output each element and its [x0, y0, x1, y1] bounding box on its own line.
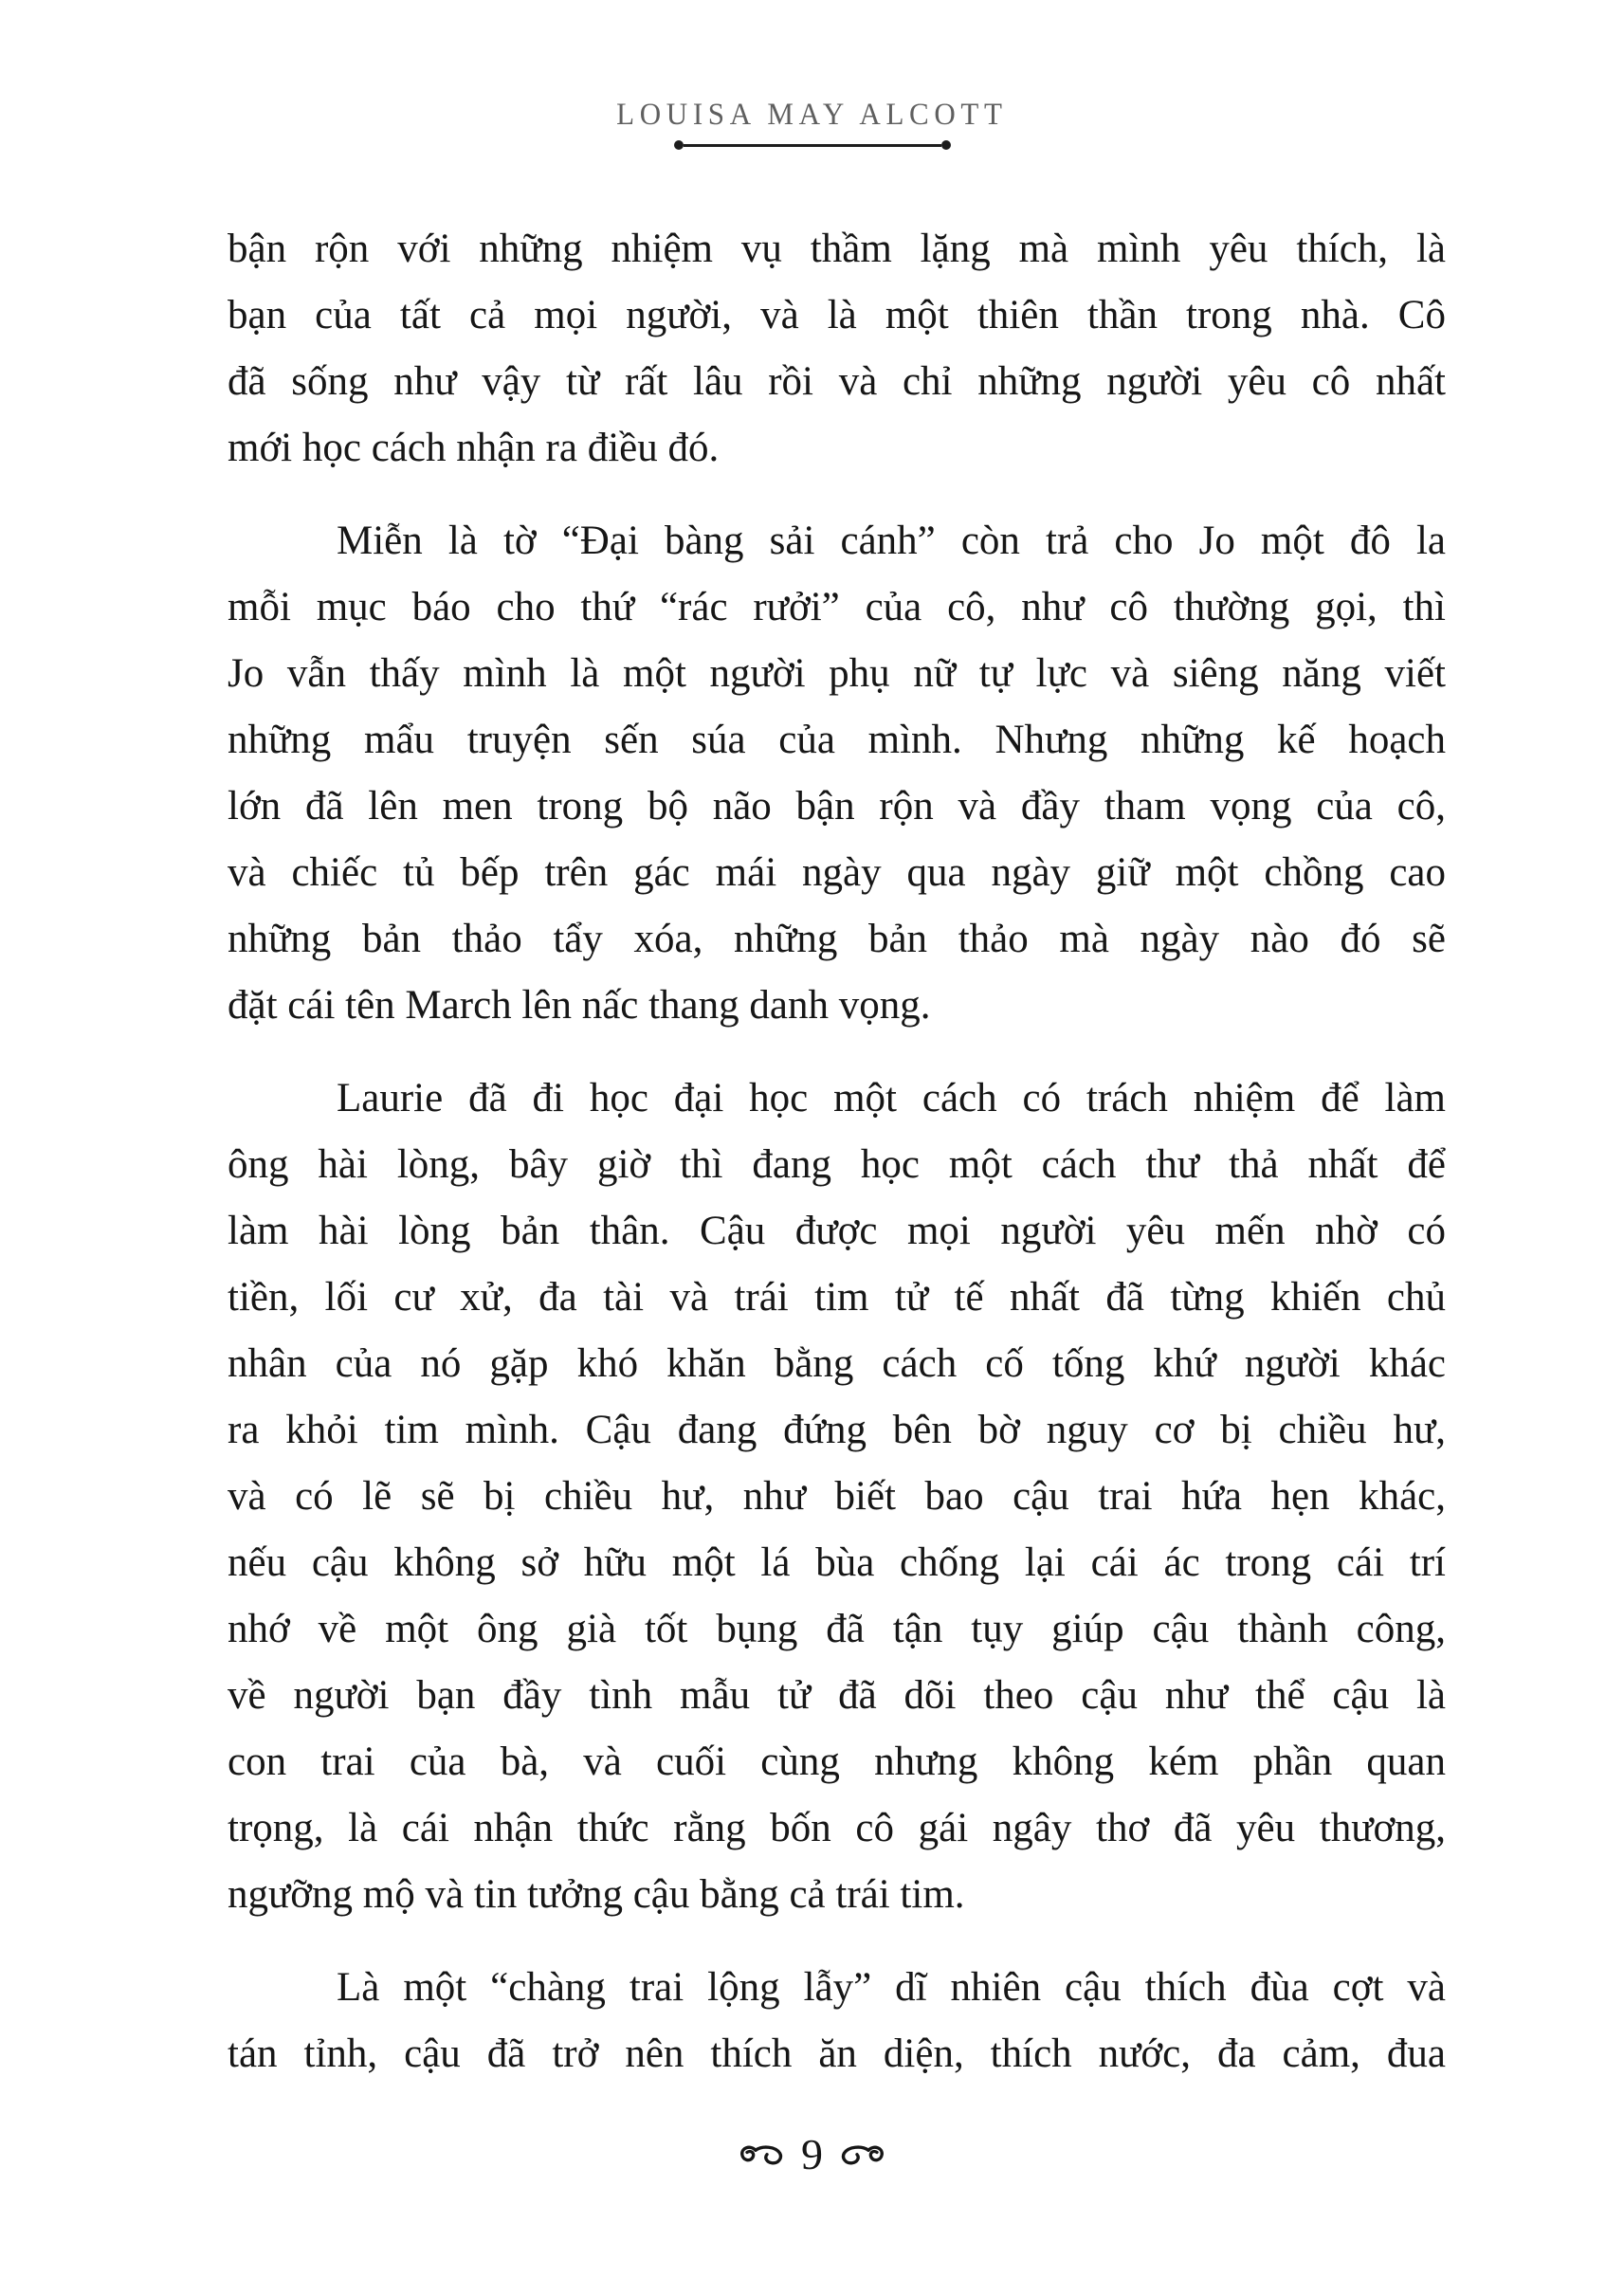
text-line: trọng, là cái nhận thức rằng bốn cô gái ngây thơ đã yêu thương,: [228, 1806, 1446, 1850]
text-line: Laurie đã đi học đại học một cách có trách nhiệm để làm: [337, 1076, 1446, 1120]
text-line: lớn đã lên men trong bộ não bận rộn và đầy tham vọng của cô,: [228, 784, 1446, 829]
text-line: nhớ về một ông già tốt bụng đã tận tụy giúp cậu thành công,: [228, 1607, 1446, 1651]
text-line: ngưỡng mộ và tin tưởng cậu bằng cả trái tim.: [228, 1872, 965, 1917]
text-line: Miễn là tờ “Đại bàng sải cánh” còn trả cho Jo một đô la: [337, 519, 1446, 563]
text-line: những bản thảo tẩy xóa, những bản thảo mà ngày nào đó sẽ: [228, 917, 1446, 961]
header-rule: [674, 140, 951, 150]
text-line: ông hài lòng, bây giờ thì đang học một cách thư thả nhất để: [228, 1142, 1446, 1187]
text-line: mỗi mục báo cho thứ “rác rưởi” của cô, như cô thường gọi, thì: [228, 585, 1446, 629]
text-line: ra khỏi tim mình. Cậu đang đứng bên bờ nguy cơ bị chiều hư,: [228, 1408, 1446, 1452]
rule-bar: [684, 144, 941, 147]
text-line: làm hài lòng bản thân. Cậu được mọi người yêu mến nhờ có: [228, 1209, 1446, 1253]
author-name: LOUISA MAY ALCOTT: [616, 98, 1008, 132]
text-line: tiền, lối cư xử, đa tài và trái tim tử tế nhất đã từng khiến chủ: [228, 1275, 1446, 1320]
text-line: bạn của tất cả mọi người, và là một thiên thần trong nhà. Cô: [228, 293, 1446, 337]
paragraph: [228, 1066, 1446, 1928]
text-line: và chiếc tủ bếp trên gác mái ngày qua ngày giữ một chồng cao: [228, 850, 1446, 895]
text-line: những mẩu truyện sến súa của mình. Nhưng những kế hoạch: [228, 718, 1446, 762]
text-line: Là một “chàng trai lộng lẫy” dĩ nhiên cậu thích đùa cợt và: [337, 1965, 1446, 2010]
paragraph: [228, 216, 1446, 482]
text-line: đặt cái tên March lên nấc thang danh vọng.: [228, 983, 931, 1028]
text-line: con trai của bà, và cuối cùng nhưng không kém phần quan: [228, 1739, 1446, 1784]
text-line: nhân của nó gặp khó khăn bằng cách cố tống khứ người khác: [228, 1341, 1446, 1386]
text-line: đã sống như vậy từ rất lâu rồi và chỉ những người yêu cô nhất: [228, 359, 1446, 404]
text-line: tán tỉnh, cậu đã trở nên thích ăn diện, thích nước, đa cảm, đua: [228, 2031, 1446, 2076]
paragraph: [228, 508, 1446, 1039]
text-line: về người bạn đầy tình mẫu tử đã dõi theo cậu như thể cậu là: [228, 1673, 1446, 1718]
paragraph: [228, 1955, 1446, 2087]
text-line: nếu cậu không sở hữu một lá bùa chống lại cái ác trong cái trí: [228, 1540, 1446, 1585]
fleuron-left-icon: [739, 2141, 784, 2172]
page-footer: [0, 2130, 1624, 2180]
text-line: mới học cách nhận ra điều đó.: [228, 426, 720, 470]
page-number: 9: [801, 2130, 823, 2178]
page-header: [0, 97, 1624, 150]
page-body: [228, 216, 1446, 2087]
text-line: Jo vẫn thấy mình là một người phụ nữ tự lực và siêng năng viết: [228, 651, 1446, 696]
rule-left-dot: [674, 140, 684, 150]
rule-right-dot: [941, 140, 951, 150]
fleuron-right-icon: [840, 2141, 885, 2172]
text-line: và có lẽ sẽ bị chiều hư, như biết bao cậu trai hứa hẹn khác,: [228, 1474, 1446, 1519]
text-line: bận rộn với những nhiệm vụ thầm lặng mà mình yêu thích, là: [228, 227, 1446, 271]
